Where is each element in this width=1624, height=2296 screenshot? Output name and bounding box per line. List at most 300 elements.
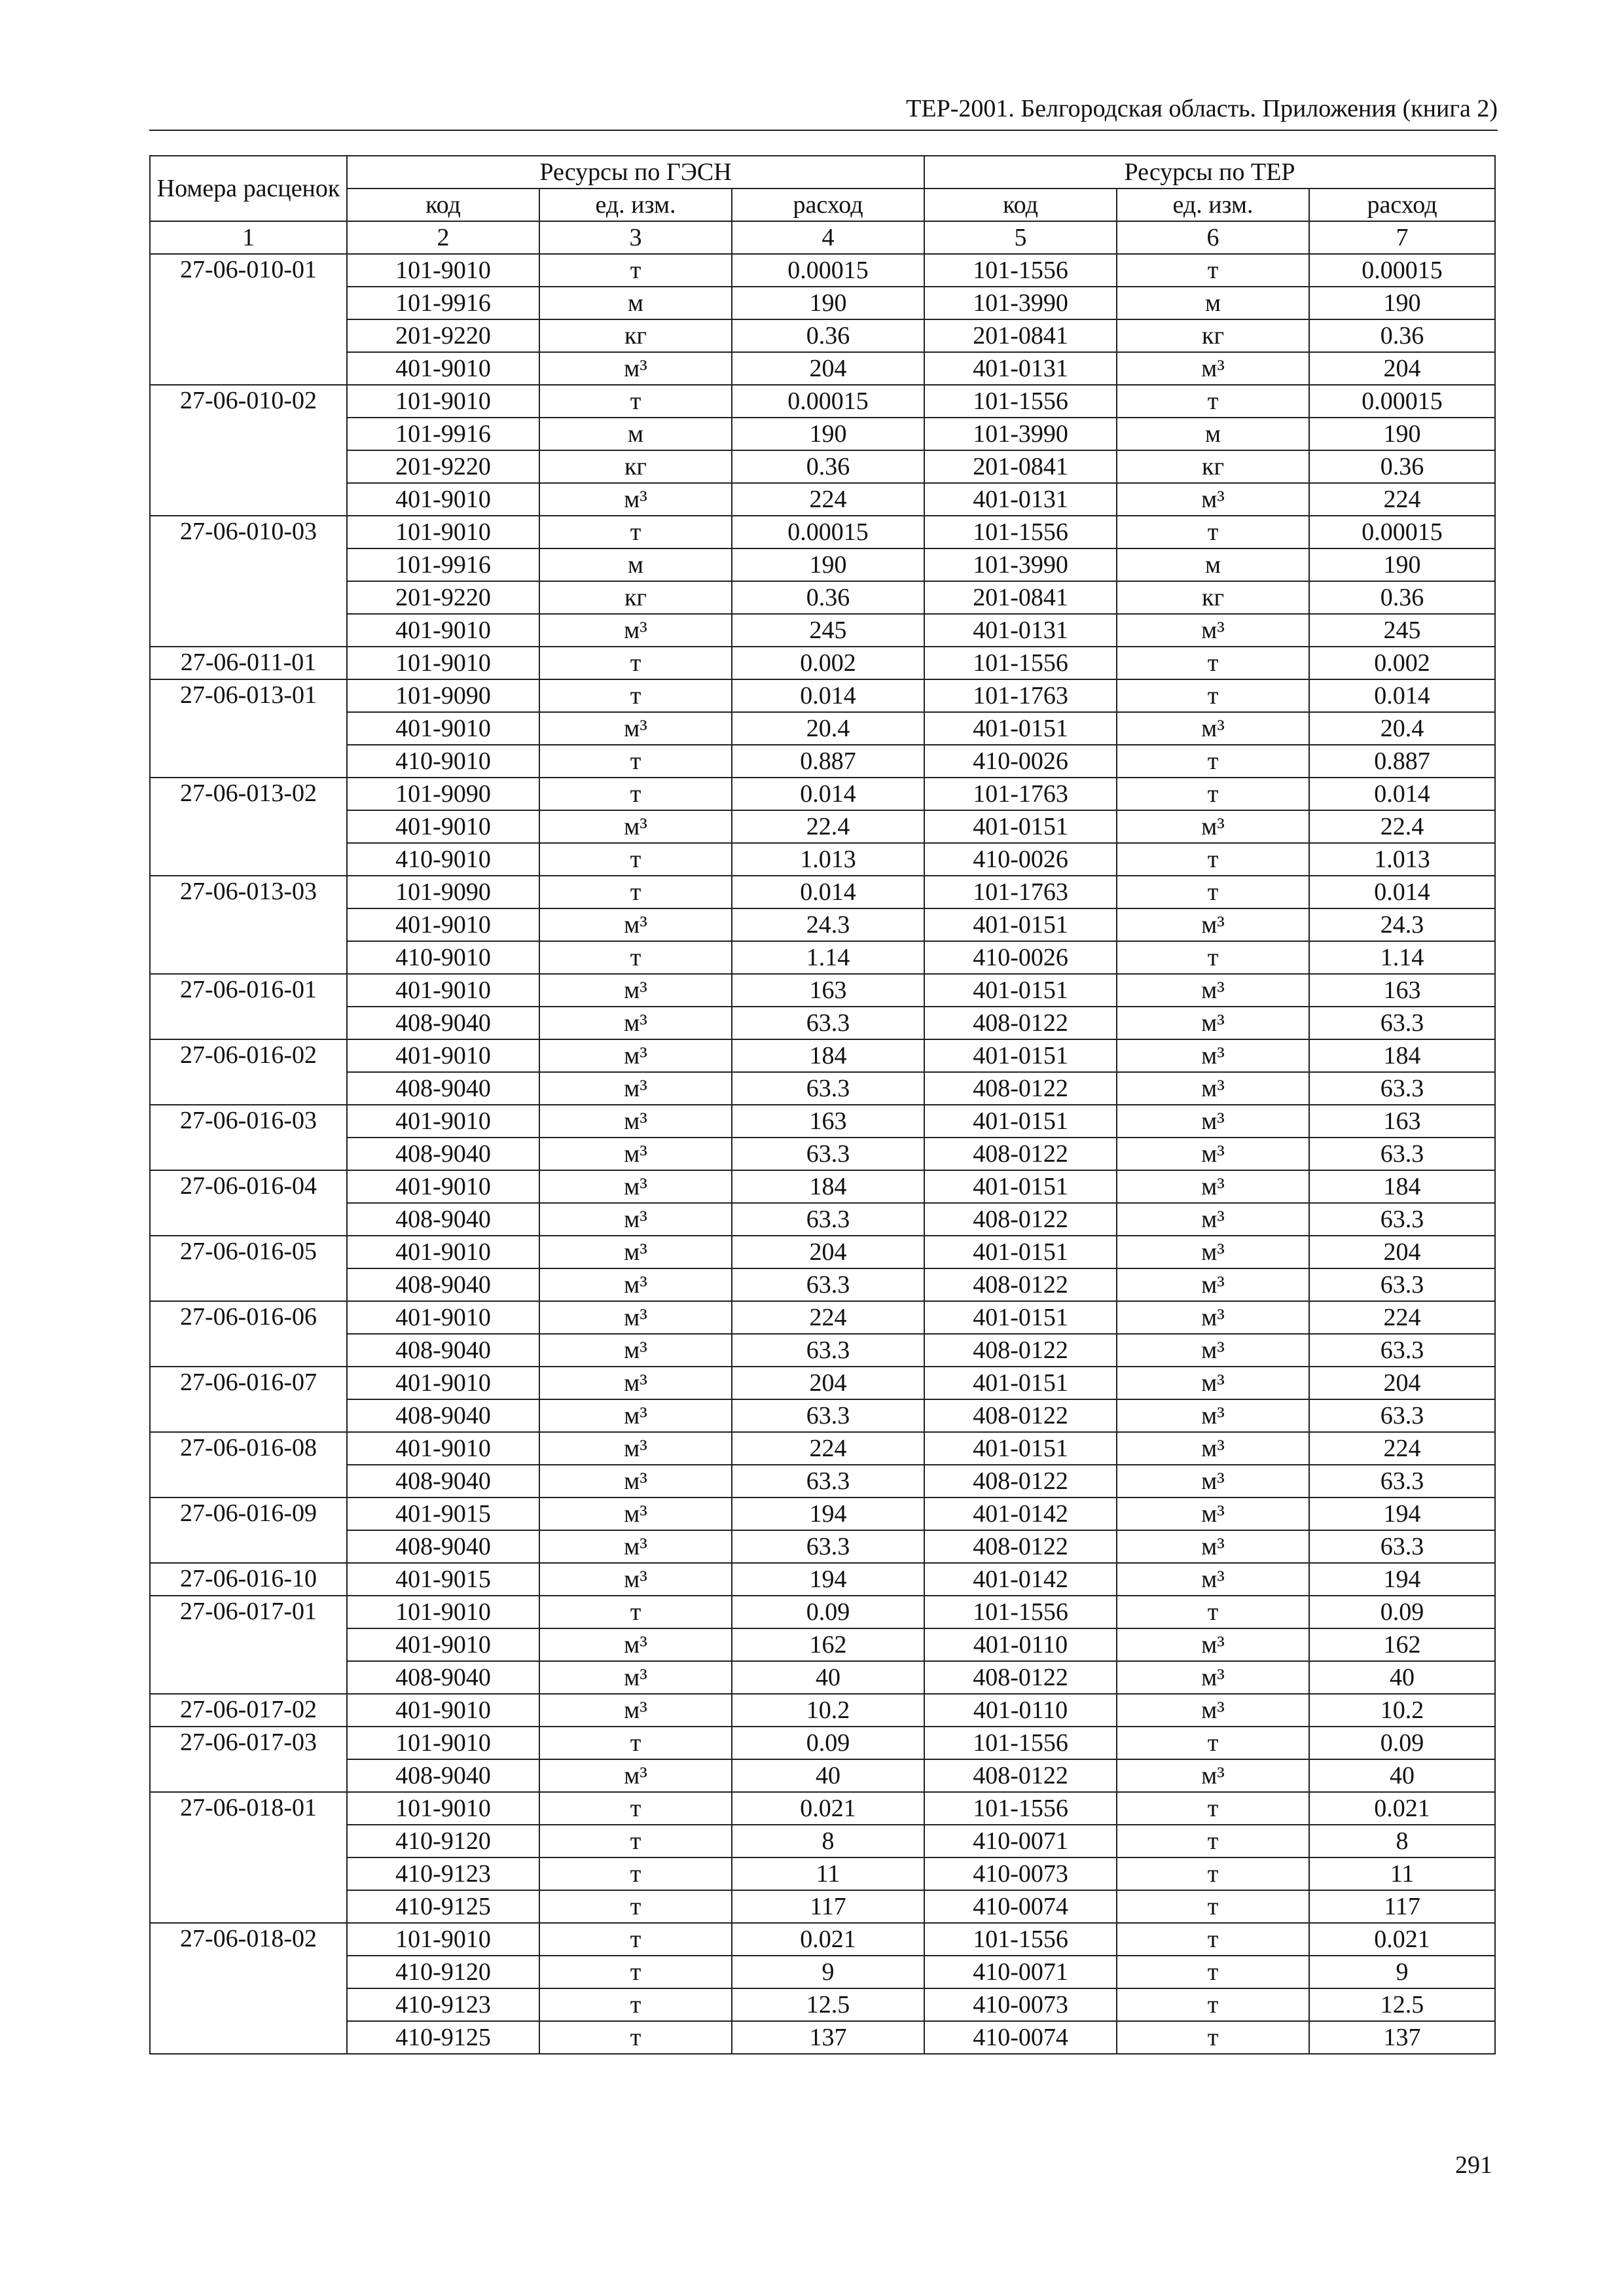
ter-consumption-cell: 224 xyxy=(1309,1432,1495,1465)
gesn-consumption-cell: 11 xyxy=(732,1857,924,1890)
table-row xyxy=(150,385,1495,418)
ter-unit-cell: м xyxy=(1117,287,1309,319)
gesn-code-cell: 201-9220 xyxy=(347,450,539,483)
gesn-code-cell: 401-9010 xyxy=(347,1367,539,1399)
gesn-unit-cell: м³ xyxy=(539,614,732,647)
ter-unit-cell: м³ xyxy=(1117,1105,1309,1138)
table-row xyxy=(150,712,1495,745)
ter-unit-cell: м³ xyxy=(1117,1301,1309,1334)
ter-code-cell: 410-0071 xyxy=(924,1825,1117,1857)
ter-unit-cell: т xyxy=(1117,385,1309,418)
ter-code-cell: 408-0122 xyxy=(924,1203,1117,1236)
ter-consumption-cell: 0.00015 xyxy=(1309,254,1495,287)
header-rule xyxy=(149,130,1498,131)
table-row xyxy=(150,1007,1495,1039)
column-number: 7 xyxy=(1309,221,1495,254)
ter-code-cell: 101-1556 xyxy=(924,385,1117,418)
ter-unit-cell: м xyxy=(1117,548,1309,581)
ter-consumption-cell: 190 xyxy=(1309,287,1495,319)
header-gesn-code: код xyxy=(347,188,539,221)
gesn-code-cell: 408-9040 xyxy=(347,1465,539,1498)
gesn-code-cell: 408-9040 xyxy=(347,1268,539,1301)
ter-code-cell: 410-0073 xyxy=(924,1988,1117,2021)
ter-code-cell: 408-0122 xyxy=(924,1334,1117,1367)
gesn-consumption-cell: 0.014 xyxy=(732,778,924,810)
ter-unit-cell: м³ xyxy=(1117,1498,1309,1530)
gesn-consumption-cell: 40 xyxy=(732,1661,924,1694)
gesn-unit-cell: м³ xyxy=(539,1007,732,1039)
ter-consumption-cell: 194 xyxy=(1309,1498,1495,1530)
column-number: 4 xyxy=(732,221,924,254)
ter-code-cell: 408-0122 xyxy=(924,1759,1117,1792)
gesn-consumption-cell: 0.021 xyxy=(732,1792,924,1825)
header-gesn-resources: Ресурсы по ГЭСН xyxy=(347,156,924,188)
gesn-unit-cell: м³ xyxy=(539,1170,732,1203)
gesn-consumption-cell: 0.002 xyxy=(732,647,924,679)
rate-number-cell: 27-06-010-01 xyxy=(150,254,347,385)
ter-consumption-cell: 20.4 xyxy=(1309,712,1495,745)
ter-code-cell: 408-0122 xyxy=(924,1399,1117,1432)
ter-code-cell: 101-3990 xyxy=(924,418,1117,450)
ter-consumption-cell: 0.09 xyxy=(1309,1727,1495,1759)
table-row xyxy=(150,1890,1495,1923)
ter-unit-cell: м³ xyxy=(1117,810,1309,843)
ter-consumption-cell: 1.14 xyxy=(1309,941,1495,974)
ter-code-cell: 408-0122 xyxy=(924,1072,1117,1105)
table-row xyxy=(150,1727,1495,1759)
gesn-consumption-cell: 0.887 xyxy=(732,745,924,778)
gesn-code-cell: 101-9090 xyxy=(347,778,539,810)
gesn-unit-cell: м³ xyxy=(539,908,732,941)
gesn-unit-cell: м³ xyxy=(539,1039,732,1072)
column-number-row xyxy=(150,221,1495,254)
ter-unit-cell: м³ xyxy=(1117,1138,1309,1170)
gesn-unit-cell: м³ xyxy=(539,1399,732,1432)
ter-code-cell: 201-0841 xyxy=(924,319,1117,352)
ter-code-cell: 101-1556 xyxy=(924,1727,1117,1759)
gesn-code-cell: 101-9916 xyxy=(347,548,539,581)
gesn-code-cell: 410-9010 xyxy=(347,745,539,778)
ter-unit-cell: т xyxy=(1117,516,1309,548)
gesn-code-cell: 401-9015 xyxy=(347,1498,539,1530)
ter-unit-cell: м³ xyxy=(1117,1465,1309,1498)
table-row xyxy=(150,941,1495,974)
gesn-unit-cell: т xyxy=(539,1890,732,1923)
rate-number-cell: 27-06-016-09 xyxy=(150,1498,347,1563)
ter-unit-cell: т xyxy=(1117,1988,1309,2021)
table-row xyxy=(150,647,1495,679)
gesn-code-cell: 401-9010 xyxy=(347,1432,539,1465)
gesn-unit-cell: м³ xyxy=(539,1236,732,1268)
rate-number-cell: 27-06-018-01 xyxy=(150,1792,347,1923)
gesn-code-cell: 408-9040 xyxy=(347,1007,539,1039)
table-row xyxy=(150,843,1495,876)
gesn-code-cell: 401-9010 xyxy=(347,483,539,516)
gesn-unit-cell: т xyxy=(539,941,732,974)
gesn-consumption-cell: 63.3 xyxy=(732,1268,924,1301)
gesn-consumption-cell: 190 xyxy=(732,548,924,581)
ter-unit-cell: м³ xyxy=(1117,1236,1309,1268)
ter-unit-cell: т xyxy=(1117,941,1309,974)
gesn-code-cell: 401-9010 xyxy=(347,1694,539,1727)
table-row xyxy=(150,974,1495,1007)
ter-code-cell: 401-0151 xyxy=(924,974,1117,1007)
gesn-code-cell: 401-9010 xyxy=(347,974,539,1007)
ter-code-cell: 401-0151 xyxy=(924,908,1117,941)
gesn-code-cell: 401-9010 xyxy=(347,908,539,941)
gesn-consumption-cell: 0.014 xyxy=(732,679,924,712)
ter-unit-cell: т xyxy=(1117,1857,1309,1890)
table-row xyxy=(150,1367,1495,1399)
gesn-unit-cell: м³ xyxy=(539,1138,732,1170)
gesn-code-cell: 408-9040 xyxy=(347,1759,539,1792)
gesn-consumption-cell: 63.3 xyxy=(732,1007,924,1039)
ter-unit-cell: т xyxy=(1117,778,1309,810)
header-rate-numbers: Номера расценок xyxy=(150,156,347,221)
table-row xyxy=(150,1596,1495,1628)
ter-consumption-cell: 1.013 xyxy=(1309,843,1495,876)
ter-consumption-cell: 0.002 xyxy=(1309,647,1495,679)
gesn-consumption-cell: 184 xyxy=(732,1039,924,1072)
ter-unit-cell: м³ xyxy=(1117,1530,1309,1563)
table-row xyxy=(150,1857,1495,1890)
table-row xyxy=(150,352,1495,385)
rate-number-cell: 27-06-013-01 xyxy=(150,679,347,778)
gesn-code-cell: 201-9220 xyxy=(347,319,539,352)
ter-unit-cell: м³ xyxy=(1117,1432,1309,1465)
gesn-consumption-cell: 194 xyxy=(732,1563,924,1596)
gesn-code-cell: 101-9916 xyxy=(347,287,539,319)
column-number: 6 xyxy=(1117,221,1309,254)
gesn-unit-cell: м xyxy=(539,287,732,319)
ter-code-cell: 401-0151 xyxy=(924,1236,1117,1268)
ter-code-cell: 101-1556 xyxy=(924,1596,1117,1628)
ter-code-cell: 401-0151 xyxy=(924,1367,1117,1399)
page-number: 291 xyxy=(1455,2151,1492,2179)
table-row xyxy=(150,614,1495,647)
ter-code-cell: 101-1556 xyxy=(924,1792,1117,1825)
ter-unit-cell: м³ xyxy=(1117,483,1309,516)
ter-consumption-cell: 22.4 xyxy=(1309,810,1495,843)
ter-consumption-cell: 0.00015 xyxy=(1309,516,1495,548)
gesn-unit-cell: м³ xyxy=(539,1498,732,1530)
gesn-code-cell: 410-9010 xyxy=(347,843,539,876)
ter-code-cell: 401-0131 xyxy=(924,352,1117,385)
ter-code-cell: 401-0110 xyxy=(924,1628,1117,1661)
ter-unit-cell: кг xyxy=(1117,581,1309,614)
gesn-unit-cell: м³ xyxy=(539,1628,732,1661)
gesn-code-cell: 401-9010 xyxy=(347,614,539,647)
table-row xyxy=(150,483,1495,516)
ter-consumption-cell: 63.3 xyxy=(1309,1268,1495,1301)
table-head xyxy=(150,156,1495,254)
table-row xyxy=(150,1236,1495,1268)
ter-unit-cell: м³ xyxy=(1117,1007,1309,1039)
table-row xyxy=(150,1498,1495,1530)
ter-unit-cell: т xyxy=(1117,1923,1309,1956)
ter-consumption-cell: 0.021 xyxy=(1309,1923,1495,1956)
table-row xyxy=(150,1301,1495,1334)
gesn-consumption-cell: 24.3 xyxy=(732,908,924,941)
table-row xyxy=(150,1432,1495,1465)
gesn-unit-cell: м³ xyxy=(539,1759,732,1792)
ter-consumption-cell: 190 xyxy=(1309,418,1495,450)
gesn-unit-cell: т xyxy=(539,1988,732,2021)
table-row xyxy=(150,1825,1495,1857)
gesn-consumption-cell: 63.3 xyxy=(732,1465,924,1498)
ter-code-cell: 410-0071 xyxy=(924,1956,1117,1988)
gesn-unit-cell: т xyxy=(539,778,732,810)
table-row xyxy=(150,319,1495,352)
ter-consumption-cell: 63.3 xyxy=(1309,1203,1495,1236)
rate-number-cell: 27-06-016-01 xyxy=(150,974,347,1039)
ter-code-cell: 401-0131 xyxy=(924,483,1117,516)
table-row xyxy=(150,1923,1495,1956)
ter-consumption-cell: 0.36 xyxy=(1309,581,1495,614)
table-row xyxy=(150,1530,1495,1563)
ter-unit-cell: т xyxy=(1117,1727,1309,1759)
ter-code-cell: 410-0074 xyxy=(924,2021,1117,2054)
rate-number-cell: 27-06-016-10 xyxy=(150,1563,347,1596)
gesn-unit-cell: т xyxy=(539,1825,732,1857)
ter-consumption-cell: 224 xyxy=(1309,1301,1495,1334)
gesn-consumption-cell: 40 xyxy=(732,1759,924,1792)
ter-code-cell: 101-1556 xyxy=(924,516,1117,548)
gesn-code-cell: 201-9220 xyxy=(347,581,539,614)
ter-consumption-cell: 63.3 xyxy=(1309,1334,1495,1367)
gesn-unit-cell: м³ xyxy=(539,1694,732,1727)
ter-consumption-cell: 12.5 xyxy=(1309,1988,1495,2021)
resources-table xyxy=(149,155,1496,2054)
gesn-unit-cell: м³ xyxy=(539,810,732,843)
header-ter-unit: ед. изм. xyxy=(1117,188,1309,221)
gesn-unit-cell: м³ xyxy=(539,1530,732,1563)
gesn-code-cell: 101-9010 xyxy=(347,1923,539,1956)
gesn-unit-cell: м³ xyxy=(539,1367,732,1399)
gesn-code-cell: 410-9123 xyxy=(347,1857,539,1890)
gesn-consumption-cell: 10.2 xyxy=(732,1694,924,1727)
ter-code-cell: 101-1763 xyxy=(924,679,1117,712)
gesn-consumption-cell: 162 xyxy=(732,1628,924,1661)
table-row xyxy=(150,1563,1495,1596)
ter-unit-cell: т xyxy=(1117,1596,1309,1628)
running-header: ТЕР-2001. Белгородская область. Приложения (книга 2) xyxy=(906,95,1498,122)
table-row xyxy=(150,1105,1495,1138)
gesn-unit-cell: т xyxy=(539,1956,732,1988)
ter-unit-cell: т xyxy=(1117,647,1309,679)
gesn-code-cell: 410-9123 xyxy=(347,1988,539,2021)
gesn-code-cell: 401-9010 xyxy=(347,1628,539,1661)
table-row xyxy=(150,1465,1495,1498)
table-row xyxy=(150,1203,1495,1236)
gesn-consumption-cell: 12.5 xyxy=(732,1988,924,2021)
rate-number-cell: 27-06-010-03 xyxy=(150,516,347,647)
rate-number-cell: 27-06-017-03 xyxy=(150,1727,347,1792)
ter-unit-cell: т xyxy=(1117,679,1309,712)
gesn-unit-cell: т xyxy=(539,1727,732,1759)
ter-consumption-cell: 184 xyxy=(1309,1170,1495,1203)
gesn-consumption-cell: 194 xyxy=(732,1498,924,1530)
gesn-unit-cell: м xyxy=(539,548,732,581)
gesn-code-cell: 408-9040 xyxy=(347,1399,539,1432)
ter-code-cell: 401-0151 xyxy=(924,810,1117,843)
column-number: 1 xyxy=(150,221,347,254)
ter-code-cell: 410-0026 xyxy=(924,941,1117,974)
ter-unit-cell: м³ xyxy=(1117,1759,1309,1792)
gesn-unit-cell: м³ xyxy=(539,712,732,745)
rate-number-cell: 27-06-016-06 xyxy=(150,1301,347,1367)
ter-unit-cell: кг xyxy=(1117,319,1309,352)
gesn-consumption-cell: 0.00015 xyxy=(732,254,924,287)
table-row xyxy=(150,581,1495,614)
table-row xyxy=(150,1694,1495,1727)
gesn-code-cell: 101-9090 xyxy=(347,679,539,712)
table-row xyxy=(150,908,1495,941)
ter-code-cell: 101-1763 xyxy=(924,778,1117,810)
ter-code-cell: 401-0142 xyxy=(924,1563,1117,1596)
ter-unit-cell: м³ xyxy=(1117,1628,1309,1661)
ter-code-cell: 410-0074 xyxy=(924,1890,1117,1923)
gesn-code-cell: 401-9010 xyxy=(347,810,539,843)
ter-unit-cell: м³ xyxy=(1117,1039,1309,1072)
table-body xyxy=(150,254,1495,2054)
table-row xyxy=(150,1956,1495,1988)
gesn-unit-cell: м³ xyxy=(539,1563,732,1596)
gesn-unit-cell: т xyxy=(539,745,732,778)
gesn-consumption-cell: 224 xyxy=(732,1432,924,1465)
gesn-consumption-cell: 0.36 xyxy=(732,581,924,614)
table-row xyxy=(150,1039,1495,1072)
ter-code-cell: 410-0026 xyxy=(924,745,1117,778)
table-row xyxy=(150,1661,1495,1694)
gesn-code-cell: 410-9120 xyxy=(347,1825,539,1857)
ter-code-cell: 401-0131 xyxy=(924,614,1117,647)
ter-unit-cell: м³ xyxy=(1117,1334,1309,1367)
gesn-unit-cell: т xyxy=(539,1857,732,1890)
ter-code-cell: 408-0122 xyxy=(924,1530,1117,1563)
ter-unit-cell: т xyxy=(1117,876,1309,908)
rate-number-cell: 27-06-013-02 xyxy=(150,778,347,876)
ter-unit-cell: кг xyxy=(1117,450,1309,483)
ter-code-cell: 408-0122 xyxy=(924,1465,1117,1498)
gesn-consumption-cell: 63.3 xyxy=(732,1138,924,1170)
ter-code-cell: 201-0841 xyxy=(924,581,1117,614)
rate-number-cell: 27-06-018-02 xyxy=(150,1923,347,2054)
ter-code-cell: 101-1763 xyxy=(924,876,1117,908)
column-number: 2 xyxy=(347,221,539,254)
gesn-consumption-cell: 0.36 xyxy=(732,450,924,483)
gesn-code-cell: 101-9010 xyxy=(347,1596,539,1628)
gesn-consumption-cell: 0.09 xyxy=(732,1596,924,1628)
ter-unit-cell: т xyxy=(1117,745,1309,778)
ter-code-cell: 101-1556 xyxy=(924,647,1117,679)
gesn-unit-cell: м³ xyxy=(539,1432,732,1465)
ter-consumption-cell: 204 xyxy=(1309,352,1495,385)
gesn-unit-cell: м³ xyxy=(539,1334,732,1367)
rate-number-cell: 27-06-010-02 xyxy=(150,385,347,516)
rate-number-cell: 27-06-017-02 xyxy=(150,1694,347,1727)
table-row xyxy=(150,1072,1495,1105)
ter-consumption-cell: 163 xyxy=(1309,974,1495,1007)
gesn-code-cell: 408-9040 xyxy=(347,1661,539,1694)
gesn-code-cell: 101-9010 xyxy=(347,1792,539,1825)
gesn-unit-cell: м³ xyxy=(539,1268,732,1301)
ter-consumption-cell: 0.014 xyxy=(1309,679,1495,712)
table-row xyxy=(150,745,1495,778)
ter-consumption-cell: 8 xyxy=(1309,1825,1495,1857)
gesn-unit-cell: т xyxy=(539,254,732,287)
column-number: 3 xyxy=(539,221,732,254)
ter-unit-cell: м³ xyxy=(1117,1661,1309,1694)
table-row xyxy=(150,1334,1495,1367)
ter-unit-cell: т xyxy=(1117,1825,1309,1857)
ter-code-cell: 201-0841 xyxy=(924,450,1117,483)
gesn-consumption-cell: 63.3 xyxy=(732,1072,924,1105)
header-ter-consumption: расход xyxy=(1309,188,1495,221)
gesn-unit-cell: т xyxy=(539,1923,732,1956)
ter-unit-cell: м³ xyxy=(1117,1268,1309,1301)
gesn-consumption-cell: 245 xyxy=(732,614,924,647)
ter-consumption-cell: 63.3 xyxy=(1309,1072,1495,1105)
ter-code-cell: 401-0151 xyxy=(924,1432,1117,1465)
ter-unit-cell: т xyxy=(1117,1792,1309,1825)
ter-code-cell: 401-0151 xyxy=(924,1170,1117,1203)
ter-unit-cell: м³ xyxy=(1117,1367,1309,1399)
gesn-code-cell: 401-9010 xyxy=(347,1170,539,1203)
ter-consumption-cell: 162 xyxy=(1309,1628,1495,1661)
ter-unit-cell: м³ xyxy=(1117,1072,1309,1105)
ter-code-cell: 101-1556 xyxy=(924,254,1117,287)
ter-unit-cell: т xyxy=(1117,2021,1309,2054)
gesn-code-cell: 408-9040 xyxy=(347,1138,539,1170)
gesn-unit-cell: т xyxy=(539,679,732,712)
gesn-code-cell: 408-9040 xyxy=(347,1072,539,1105)
ter-unit-cell: т xyxy=(1117,254,1309,287)
gesn-unit-cell: т xyxy=(539,843,732,876)
ter-consumption-cell: 63.3 xyxy=(1309,1007,1495,1039)
ter-consumption-cell: 63.3 xyxy=(1309,1138,1495,1170)
table-row xyxy=(150,679,1495,712)
ter-code-cell: 401-0151 xyxy=(924,712,1117,745)
ter-code-cell: 408-0122 xyxy=(924,1661,1117,1694)
ter-code-cell: 101-1556 xyxy=(924,1923,1117,1956)
gesn-code-cell: 401-9015 xyxy=(347,1563,539,1596)
ter-code-cell: 101-3990 xyxy=(924,287,1117,319)
gesn-code-cell: 101-9010 xyxy=(347,647,539,679)
ter-consumption-cell: 184 xyxy=(1309,1039,1495,1072)
table-row xyxy=(150,810,1495,843)
gesn-consumption-cell: 190 xyxy=(732,418,924,450)
table-row xyxy=(150,548,1495,581)
rate-number-cell: 27-06-013-03 xyxy=(150,876,347,974)
ter-consumption-cell: 24.3 xyxy=(1309,908,1495,941)
gesn-consumption-cell: 204 xyxy=(732,1236,924,1268)
ter-code-cell: 401-0110 xyxy=(924,1694,1117,1727)
ter-code-cell: 401-0151 xyxy=(924,1105,1117,1138)
table-row xyxy=(150,254,1495,287)
gesn-unit-cell: м³ xyxy=(539,974,732,1007)
ter-code-cell: 408-0122 xyxy=(924,1268,1117,1301)
table-row xyxy=(150,778,1495,810)
table-row xyxy=(150,287,1495,319)
rate-number-cell: 27-06-016-07 xyxy=(150,1367,347,1432)
ter-consumption-cell: 190 xyxy=(1309,548,1495,581)
ter-consumption-cell: 0.36 xyxy=(1309,319,1495,352)
ter-unit-cell: м³ xyxy=(1117,974,1309,1007)
gesn-consumption-cell: 0.014 xyxy=(732,876,924,908)
gesn-consumption-cell: 163 xyxy=(732,974,924,1007)
ter-consumption-cell: 0.887 xyxy=(1309,745,1495,778)
